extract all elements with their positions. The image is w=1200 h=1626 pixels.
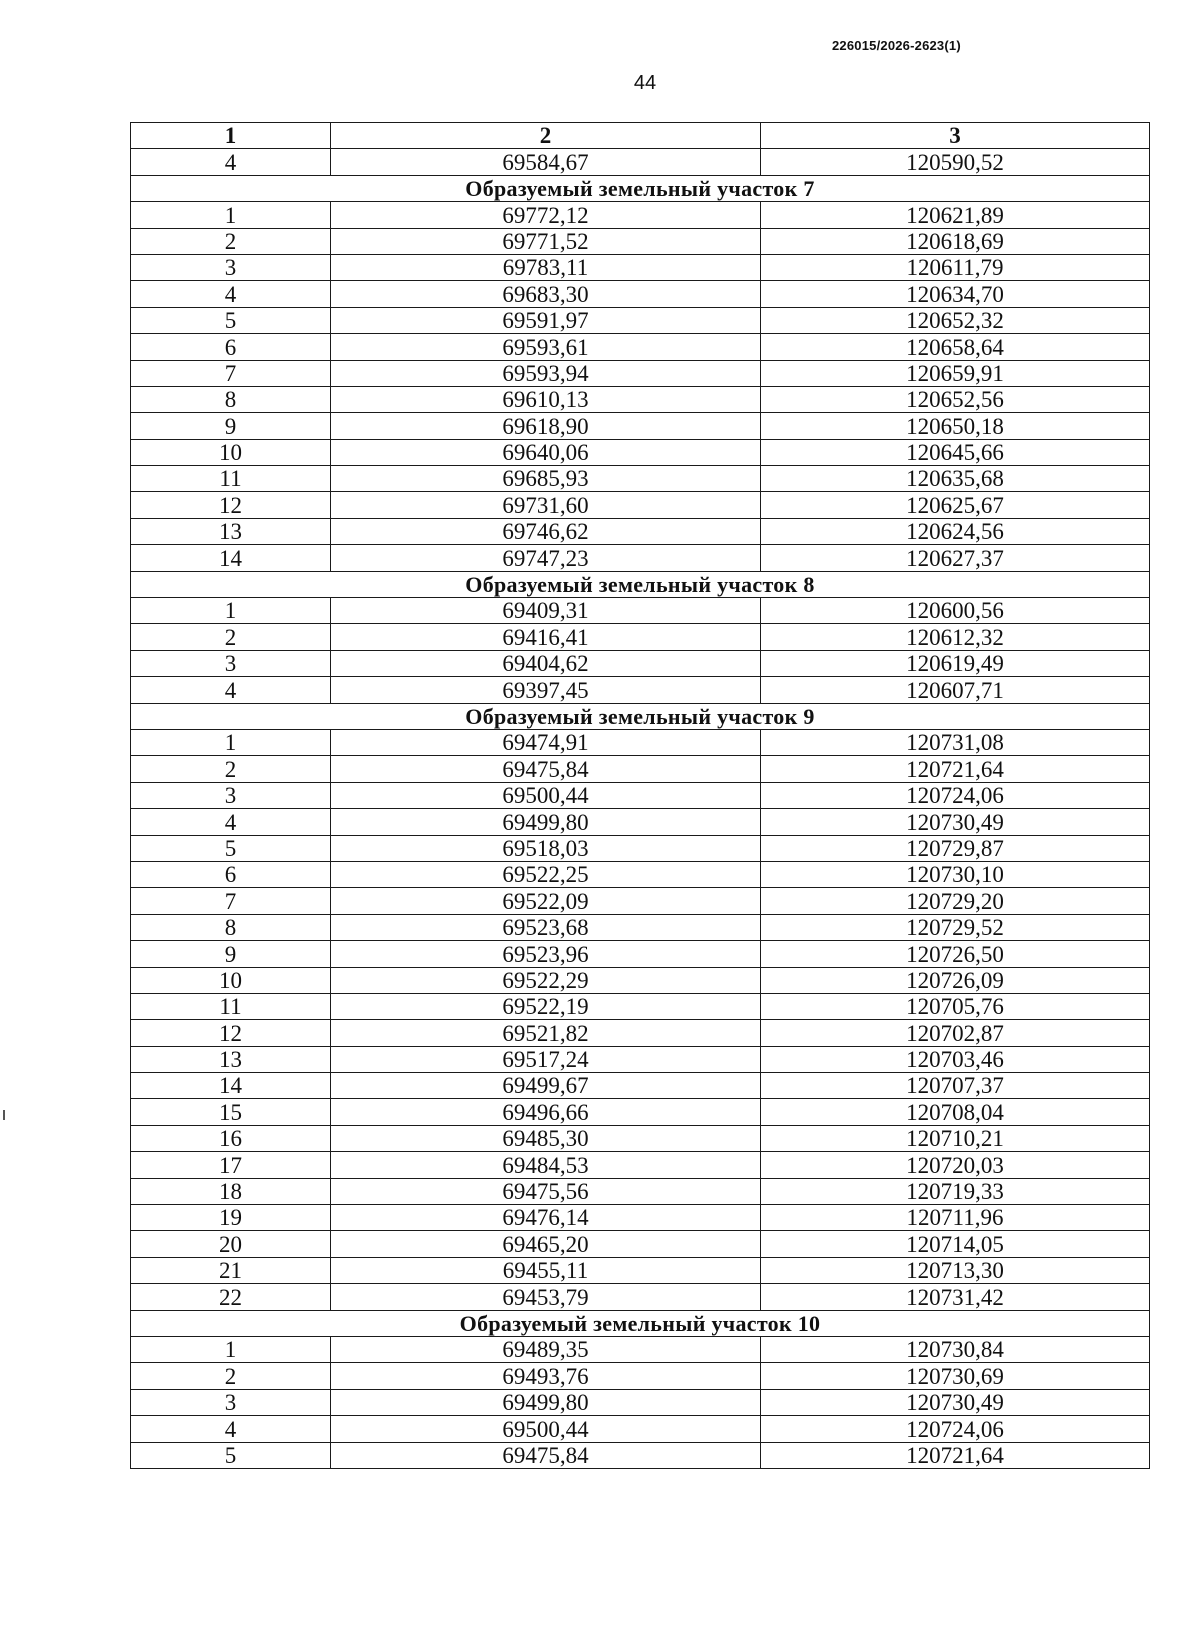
section-title: Образуемый земельный участок 9 [131,703,1150,729]
cell-x-coordinate: 69618,90 [331,413,761,439]
cell-x-coordinate: 69522,25 [331,861,761,887]
table-row [131,545,1150,571]
scan-artifact [3,1110,5,1120]
cell-point-number: 1 [131,1336,331,1362]
table-row [131,993,1150,1019]
cell-x-coordinate: 69416,41 [331,624,761,650]
cell-x-coordinate: 69404,62 [331,650,761,676]
cell-x-coordinate: 69746,62 [331,518,761,544]
table-row [131,1231,1150,1257]
cell-x-coordinate: 69499,67 [331,1073,761,1099]
cell-point-number: 21 [131,1257,331,1283]
cell-y-coordinate: 120730,69 [761,1363,1150,1389]
coordinates-table-body [131,123,1150,1469]
cell-y-coordinate: 120731,08 [761,729,1150,755]
cell-point-number: 5 [131,307,331,333]
cell-point-number: 3 [131,1389,331,1415]
cell-point-number: 6 [131,334,331,360]
cell-x-coordinate: 69517,24 [331,1046,761,1072]
cell-point-number: 4 [131,149,331,175]
cell-x-coordinate: 69465,20 [331,1231,761,1257]
table-row [131,650,1150,676]
cell-y-coordinate: 120720,03 [761,1152,1150,1178]
cell-y-coordinate: 120730,49 [761,809,1150,835]
table-row [131,1099,1150,1125]
page-number: 44 [633,72,657,94]
cell-y-coordinate: 120652,32 [761,307,1150,333]
table-row [131,1336,1150,1362]
cell-x-coordinate: 69593,61 [331,334,761,360]
cell-y-coordinate: 120730,49 [761,1389,1150,1415]
cell-point-number: 13 [131,518,331,544]
cell-y-coordinate: 120635,68 [761,466,1150,492]
cell-y-coordinate: 120590,52 [761,149,1150,175]
cell-y-coordinate: 120730,10 [761,861,1150,887]
table-row [131,1046,1150,1072]
table-row [131,307,1150,333]
cell-point-number: 2 [131,624,331,650]
cell-x-coordinate: 69475,56 [331,1178,761,1204]
cell-y-coordinate: 120658,64 [761,334,1150,360]
cell-point-number: 4 [131,677,331,703]
cell-x-coordinate: 69771,52 [331,228,761,254]
cell-x-coordinate: 69493,76 [331,1363,761,1389]
cell-point-number: 16 [131,1125,331,1151]
cell-x-coordinate: 69610,13 [331,386,761,412]
cell-point-number: 2 [131,228,331,254]
cell-point-number: 3 [131,650,331,676]
table-row [131,1020,1150,1046]
table-row [131,492,1150,518]
cell-x-coordinate: 69522,29 [331,967,761,993]
table-row [131,386,1150,412]
table-row [131,624,1150,650]
cell-x-coordinate: 69474,91 [331,729,761,755]
cell-y-coordinate: 120719,33 [761,1178,1150,1204]
table-row [131,334,1150,360]
cell-x-coordinate: 69584,67 [331,149,761,175]
cell-point-number: 1 [131,202,331,228]
cell-x-coordinate: 69409,31 [331,598,761,624]
cell-y-coordinate: 120607,71 [761,677,1150,703]
cell-x-coordinate: 69523,96 [331,941,761,967]
cell-x-coordinate: 69747,23 [331,545,761,571]
table-row [131,466,1150,492]
cell-point-number: 18 [131,1178,331,1204]
cell-y-coordinate: 120611,79 [761,254,1150,280]
table-row [131,360,1150,386]
cell-x-coordinate: 69593,94 [331,360,761,386]
table-row [131,1442,1150,1468]
cell-point-number: 9 [131,413,331,439]
cell-x-coordinate: 69475,84 [331,1442,761,1468]
cell-y-coordinate: 120731,42 [761,1284,1150,1310]
cell-x-coordinate: 69499,80 [331,809,761,835]
cell-y-coordinate: 120619,49 [761,650,1150,676]
cell-x-coordinate: 69518,03 [331,835,761,861]
cell-x-coordinate: 69522,09 [331,888,761,914]
cell-point-number: 2 [131,1363,331,1389]
cell-point-number: 8 [131,386,331,412]
cell-y-coordinate: 120652,56 [761,386,1150,412]
cell-y-coordinate: 120705,76 [761,993,1150,1019]
section-title: Образуемый земельный участок 10 [131,1310,1150,1336]
cell-y-coordinate: 120729,87 [761,835,1150,861]
table-row [131,1178,1150,1204]
section-title: Образуемый земельный участок 7 [131,175,1150,201]
cell-point-number: 3 [131,254,331,280]
cell-point-number: 17 [131,1152,331,1178]
cell-point-number: 6 [131,861,331,887]
cell-point-number: 5 [131,1442,331,1468]
cell-x-coordinate: 69591,97 [331,307,761,333]
cell-x-coordinate: 69521,82 [331,1020,761,1046]
cell-point-number: 10 [131,967,331,993]
table-row [131,202,1150,228]
cell-y-coordinate: 120600,56 [761,598,1150,624]
table-row [131,518,1150,544]
table-row [131,254,1150,280]
table-row [131,677,1150,703]
cell-x-coordinate: 69772,12 [331,202,761,228]
cell-y-coordinate: 120710,21 [761,1125,1150,1151]
table-row [131,1205,1150,1231]
table-row [131,809,1150,835]
table-row [131,1416,1150,1442]
cell-y-coordinate: 120659,91 [761,360,1150,386]
cell-y-coordinate: 120703,46 [761,1046,1150,1072]
cell-x-coordinate: 69685,93 [331,466,761,492]
cell-x-coordinate: 69731,60 [331,492,761,518]
table-row [131,782,1150,808]
table-row [131,1152,1150,1178]
cell-x-coordinate: 69500,44 [331,782,761,808]
cell-point-number: 4 [131,1416,331,1442]
cell-x-coordinate: 69783,11 [331,254,761,280]
table-row [131,439,1150,465]
cell-y-coordinate: 120729,52 [761,914,1150,940]
cell-y-coordinate: 120724,06 [761,782,1150,808]
cell-y-coordinate: 120618,69 [761,228,1150,254]
cell-y-coordinate: 120624,56 [761,518,1150,544]
cell-point-number: 14 [131,545,331,571]
cell-point-number: 7 [131,888,331,914]
cell-y-coordinate: 120708,04 [761,1099,1150,1125]
cell-y-coordinate: 120726,09 [761,967,1150,993]
section-title-row [131,571,1150,597]
cell-y-coordinate: 120726,50 [761,941,1150,967]
cell-point-number: 12 [131,1020,331,1046]
table-row [131,1363,1150,1389]
table-row [131,228,1150,254]
table-row [131,835,1150,861]
cell-x-coordinate: 69522,19 [331,993,761,1019]
cell-y-coordinate: 120621,89 [761,202,1150,228]
table-row [131,281,1150,307]
section-title: Образуемый земельный участок 8 [131,571,1150,597]
cell-x-coordinate: 69475,84 [331,756,761,782]
cell-y-coordinate: 120702,87 [761,1020,1150,1046]
cell-point-number: 9 [131,941,331,967]
table-row [131,861,1150,887]
cell-x-coordinate: 69683,30 [331,281,761,307]
cell-point-number: 8 [131,914,331,940]
table-row [131,729,1150,755]
cell-x-coordinate: 69499,80 [331,1389,761,1415]
cell-point-number: 5 [131,835,331,861]
cell-y-coordinate: 120721,64 [761,756,1150,782]
cell-y-coordinate: 120627,37 [761,545,1150,571]
table-row [131,1073,1150,1099]
table-row [131,1125,1150,1151]
table-row [131,914,1150,940]
cell-point-number: 19 [131,1205,331,1231]
cell-point-number: 7 [131,360,331,386]
table-row [131,149,1150,175]
cell-y-coordinate: 120711,96 [761,1205,1150,1231]
cell-x-coordinate: 69476,14 [331,1205,761,1231]
cell-x-coordinate: 69500,44 [331,1416,761,1442]
cell-x-coordinate: 69523,68 [331,914,761,940]
cell-point-number: 12 [131,492,331,518]
section-title-row [131,175,1150,201]
cell-point-number: 1 [131,729,331,755]
cell-y-coordinate: 120634,70 [761,281,1150,307]
table-row [131,413,1150,439]
cell-point-number: 15 [131,1099,331,1125]
cell-x-coordinate: 69455,11 [331,1257,761,1283]
table-row [131,1257,1150,1283]
cell-x-coordinate: 69453,79 [331,1284,761,1310]
cell-x-coordinate: 69484,53 [331,1152,761,1178]
cell-point-number: 4 [131,281,331,307]
table-row [131,1389,1150,1415]
cell-point-number: 1 [131,598,331,624]
cell-point-number: 4 [131,809,331,835]
cell-point-number: 11 [131,466,331,492]
cell-y-coordinate: 120730,84 [761,1336,1150,1362]
table-row [131,941,1150,967]
cell-y-coordinate: 120729,20 [761,888,1150,914]
table-row [131,598,1150,624]
cell-point-number: 22 [131,1284,331,1310]
cell-y-coordinate: 120713,30 [761,1257,1150,1283]
cell-y-coordinate: 120645,66 [761,439,1150,465]
table-row [131,756,1150,782]
cell-x-coordinate: 69496,66 [331,1099,761,1125]
cell-y-coordinate: 120650,18 [761,413,1150,439]
table-row [131,888,1150,914]
column-header-point-number: 1 [131,123,331,149]
cell-y-coordinate: 120625,67 [761,492,1150,518]
column-header-x: 2 [331,123,761,149]
cell-point-number: 14 [131,1073,331,1099]
cell-x-coordinate: 69489,35 [331,1336,761,1362]
table-row [131,1284,1150,1310]
section-title-row [131,1310,1150,1336]
cell-point-number: 2 [131,756,331,782]
cell-point-number: 10 [131,439,331,465]
cell-x-coordinate: 69640,06 [331,439,761,465]
cell-point-number: 20 [131,1231,331,1257]
cell-y-coordinate: 120724,06 [761,1416,1150,1442]
cell-x-coordinate: 69485,30 [331,1125,761,1151]
cell-point-number: 3 [131,782,331,808]
cell-y-coordinate: 120612,32 [761,624,1150,650]
section-title-row [131,703,1150,729]
table-row [131,967,1150,993]
table-header-row [131,123,1150,149]
cell-point-number: 13 [131,1046,331,1072]
document-number: 226015/2026-2623(1) [832,38,961,53]
coordinates-table [130,122,1150,1469]
column-header-y: 3 [761,123,1150,149]
cell-y-coordinate: 120721,64 [761,1442,1150,1468]
cell-y-coordinate: 120707,37 [761,1073,1150,1099]
cell-point-number: 11 [131,993,331,1019]
cell-y-coordinate: 120714,05 [761,1231,1150,1257]
cell-x-coordinate: 69397,45 [331,677,761,703]
